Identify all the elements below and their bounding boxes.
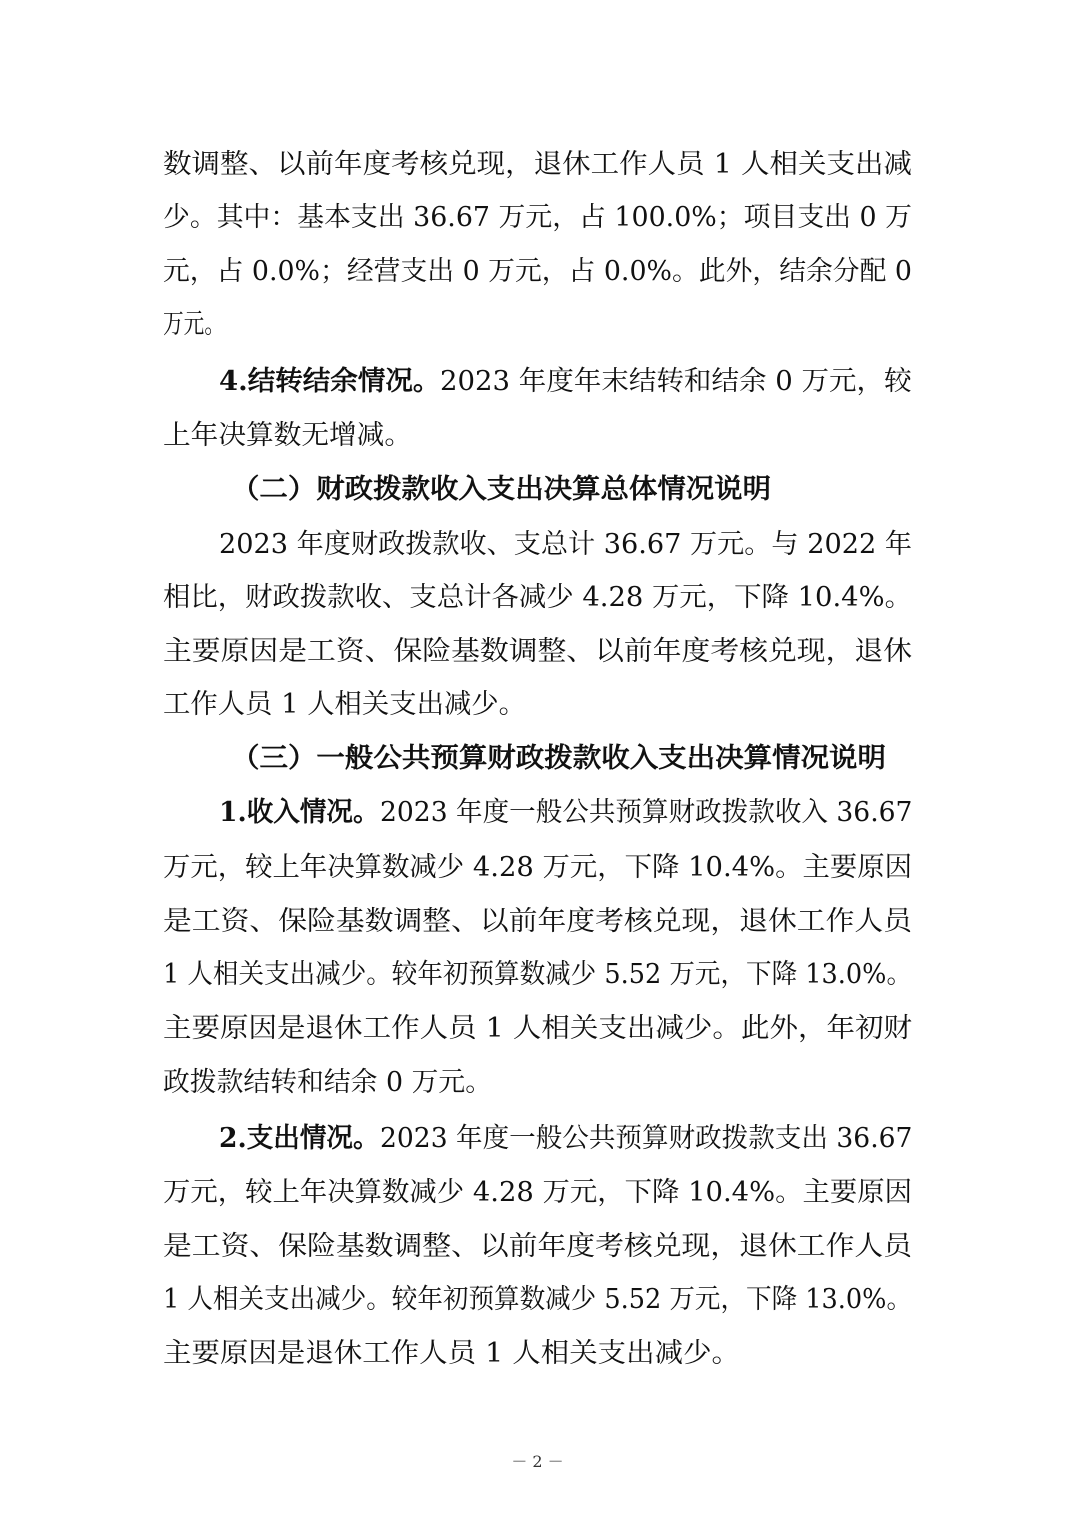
section-heading: （二）财政拨款收入支出决算总体情况说明 — [231, 474, 771, 505]
section-heading: 2.支出情况。 — [219, 1123, 380, 1154]
text-line: 主要原因是退休工作人员 1 人相关支出减少。此外，年初财 — [163, 1013, 912, 1044]
text-line: 万元。 — [163, 309, 225, 340]
section-heading-line — [0, 731, 1075, 787]
text-line: 少。其中：基本支出 36.67 万元，占 100.0%；项目支出 0 万 — [163, 202, 912, 233]
text-line: 万元，较上年决算数减少 4.28 万元，下降 10.4%。主要原因 — [163, 1177, 913, 1208]
text-line: 是工资、保险基数调整、以前年度考核兑现，退休工作人员 — [163, 1231, 912, 1262]
section-heading: （三）一般公共预算财政拨款收入支出决算情况说明 — [231, 743, 886, 774]
text-line: 2023 年度财政拨款收、支总计 36.67 万元。与 2022 年 — [219, 529, 913, 560]
text-line: 1 人相关支出减少。较年初预算数减少 5.52 万元，下降 13.0%。 — [163, 959, 912, 990]
text-line: 元，占 0.0%；经营支出 0 万元，占 0.0%。此外，结余分配 0 — [163, 256, 912, 287]
text-line: 1 人相关支出减少。较年初预算数减少 5.52 万元，下降 13.0%。 — [163, 1284, 912, 1315]
section-heading: 1.收入情况。 — [219, 797, 380, 828]
text-line: 主要原因是工资、保险基数调整、以前年度考核兑现，退休 — [163, 636, 912, 667]
section-heading: 4.结转结余情况。 — [219, 366, 441, 397]
text-line: 4.结转结余情况。 2023 年度年末结转和结余 0 万元，较 — [0, 354, 1075, 410]
text-line: 是工资、保险基数调整、以前年度考核兑现，退休工作人员 — [163, 906, 912, 937]
text-line: 2.支出情况。 2023 年度一般公共预算财政拨款支出 36.67 — [0, 1111, 1075, 1167]
text-line: 政拨款结转和结余 0 万元。 — [163, 1067, 492, 1098]
section-heading-line — [0, 462, 1075, 518]
text-line: 工作人员 1 人相关支出减少。 — [163, 689, 526, 720]
text-line: 万元，较上年决算数减少 4.28 万元，下降 10.4%。主要原因 — [163, 852, 913, 883]
text-line: 上年决算数无增减。 — [163, 420, 412, 451]
page-number: － 2 － — [511, 1452, 564, 1471]
text-line: 1.收入情况。 2023 年度一般公共预算财政拨款收入 36.67 — [0, 785, 1075, 841]
text-line: 主要原因是退休工作人员 1 人相关支出减少。 — [163, 1338, 740, 1369]
text-line: 相比，财政拨款收、支总计各减少 4.28 万元，下降 10.4%。 — [163, 582, 913, 613]
text-line: 数调整、以前年度考核兑现，退休工作人员 1 人相关支出减 — [163, 149, 912, 180]
